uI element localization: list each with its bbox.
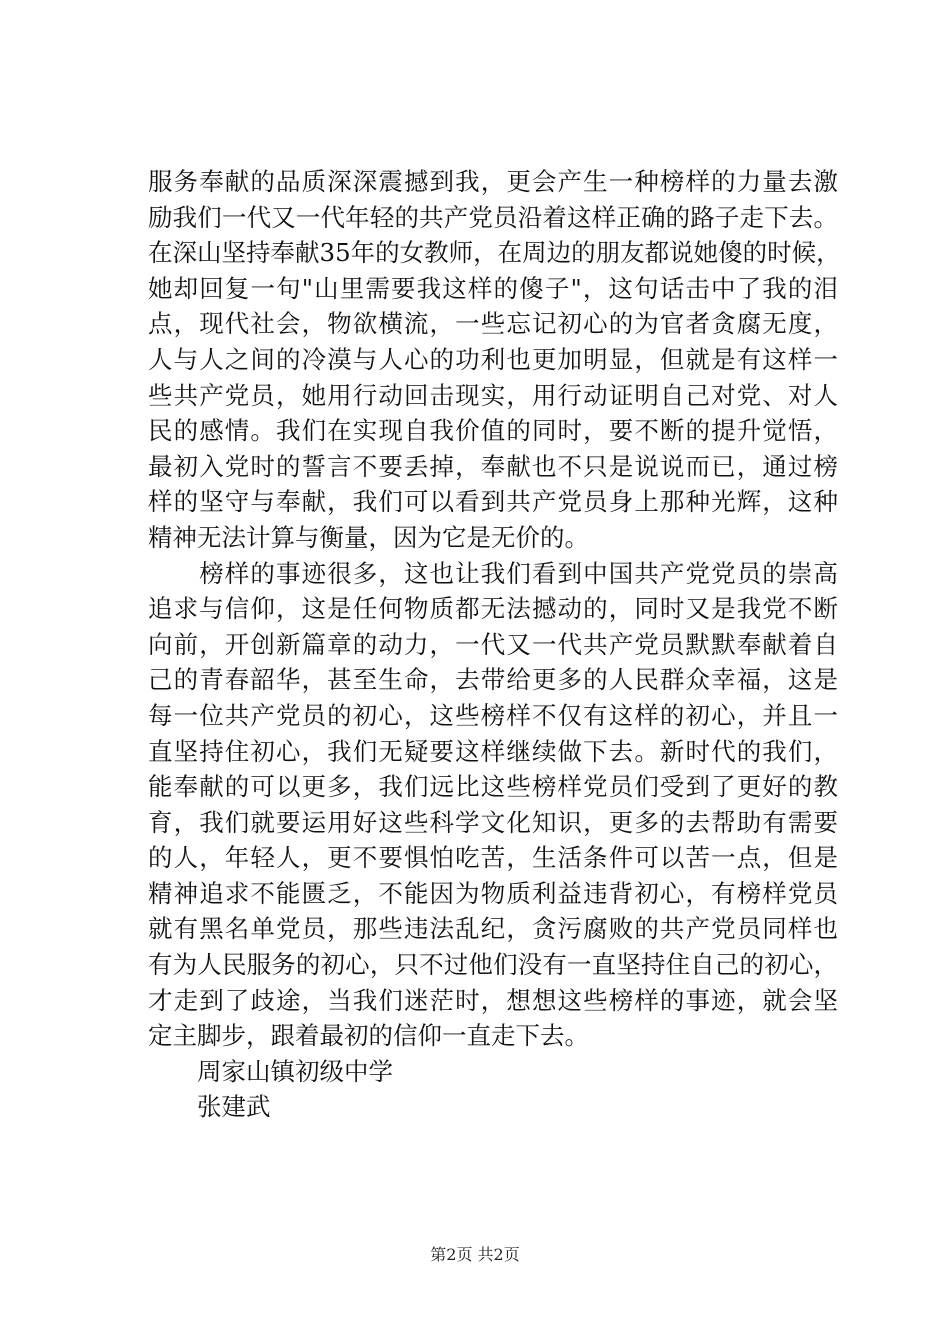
text-line: 榜样的事迹很多，这也让我们看到中国共产党党员的崇高 — [148, 558, 838, 588]
text-line: 精神追求不能匮乏，不能因为物质利益违背初心，有榜样党员 — [148, 878, 838, 908]
text-line: 她却回复一句"山里需要我这样的傻子"，这句话击中了我的泪 — [148, 273, 838, 303]
text-line: 些共产党员，她用行动回击现实，用行动证明自己对党、对人 — [148, 380, 838, 410]
text-line: 励我们一代又一代年轻的共产党员沿着这样正确的路子走下去。 — [148, 202, 838, 232]
text-line: 民的感情。我们在实现自我价值的同时，要不断的提升觉悟， — [148, 416, 838, 446]
text-line: 服务奉献的品质深深震撼到我，更会产生一种榜样的力量去激 — [148, 167, 838, 196]
text-line: 直坚持住初心，我们无疑要这样继续做下去。新时代的我们， — [148, 736, 838, 766]
text-line: 有为人民服务的初心，只不过他们没有一直坚持住自己的初心， — [148, 950, 838, 980]
text-line: 点，现代社会，物欲横流，一些忘记初心的为官者贪腐无度， — [148, 309, 838, 339]
text-line: 就有黑名单党员，那些违法乱纪，贪污腐败的共产党员同样也 — [148, 914, 838, 944]
text-line: 的人，年轻人，更不要惧怕吃苦，生活条件可以苦一点，但是 — [148, 843, 838, 873]
text-line: 才走到了歧途，当我们迷茫时，想想这些榜样的事迹，就会坚 — [148, 985, 838, 1015]
text-line: 育，我们就要运用好这些科学文化知识，更多的去帮助有需要 — [148, 807, 838, 837]
text-line: 己的青春韶华，甚至生命，去带给更多的人民群众幸福，这是 — [148, 665, 838, 695]
text-line: 能奉献的可以更多，我们远比这些榜样党员们受到了更好的教 — [148, 772, 838, 802]
text-line: 最初入党时的誓言不要丢掉，奉献也不只是说说而已，通过榜 — [148, 451, 838, 481]
signature-school: 周家山镇初级中学 — [197, 1056, 393, 1086]
paragraph-2 — [148, 556, 838, 1054]
document-body — [148, 164, 841, 1125]
text-line: 定主脚步，跟着最初的信仰一直走下去。 — [148, 1021, 589, 1051]
text-line: 追求与信仰，这是任何物质都无法撼动的，同时又是我党不断 — [148, 594, 838, 624]
text-line: 样的坚守与奉献，我们可以看到共产党员身上那种光辉，这种 — [148, 487, 838, 517]
page-footer: 第2页 共2页 — [430, 1245, 520, 1264]
text-line: 精神无法计算与衡量，因为它是无价的。 — [148, 522, 589, 552]
paragraph-1 — [148, 164, 841, 556]
text-line: 向前，开创新篇章的动力，一代又一代共产党员默默奉献着自 — [148, 629, 838, 659]
text-line: 在深山坚持奉献35年的女教师，在周边的朋友都说她傻的时候， — [148, 238, 841, 268]
text-line: 每一位共产党员的初心，这些榜样不仅有这样的初心，并且一 — [148, 700, 838, 730]
signature-name: 张建武 — [197, 1092, 271, 1122]
text-line: 人与人之间的冷漠与人心的功利也更加明显，但就是有这样一 — [148, 344, 838, 374]
